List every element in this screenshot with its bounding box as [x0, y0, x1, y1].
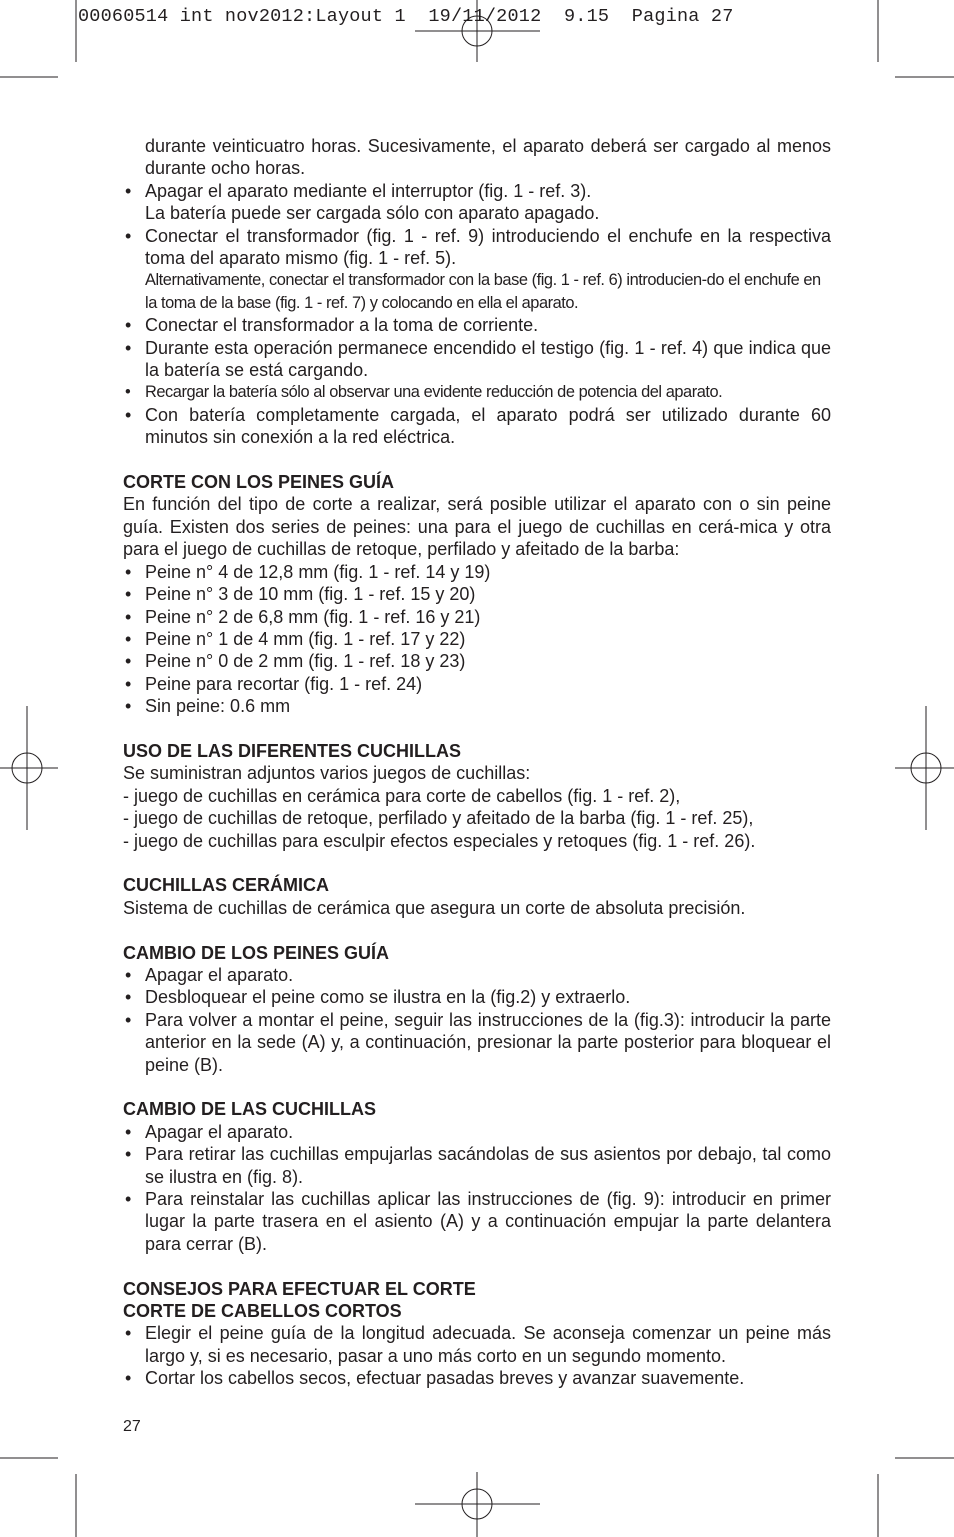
list-item: • Recargar la batería sólo al observar una evidente reducción de potencia del aparato. [123, 381, 831, 403]
list-item: • Peine n° 4 de 12,8 mm (fig. 1 - ref. 14 y 19) [123, 561, 831, 583]
list-item: • Conectar el transformador (fig. 1 - ref. 9) introduciendo el enchufe en la respectiva toma del aparato mismo (fig. 1 - ref. 5). [123, 225, 831, 270]
section-heading-cambio-peines: CAMBIO DE LOS PEINES GUÍA [123, 942, 390, 963]
print-slug-line: 00060514 int nov2012:Layout 1 19/11/2012 9.15 Pagina 27 [78, 6, 734, 27]
section-text-ceramica: Sistema de cuchillas de cerámica que asegura un corte de absoluta precisión. [123, 897, 746, 918]
list-item: • Peine n° 2 de 6,8 mm (fig. 1 - ref. 16 y 21) [123, 606, 831, 628]
section-heading-corte: CORTE CON LOS PEINES GUÍA [123, 472, 395, 493]
section-heading-cambio-cuchillas: CAMBIO DE LAS CUCHILLAS [123, 1099, 376, 1120]
list-item: • Peine n° 1 de 4 mm (fig. 1 - ref. 17 y 22) [123, 628, 831, 650]
comb-list [123, 561, 831, 718]
list-item: • Sin peine: 0.6 mm [123, 695, 831, 717]
list-item: • Con batería completamente cargada, el aparato podrá ser utilizado durante 60 minutos sin conexión a la red eléctrica. [123, 404, 831, 449]
list-item: • Cortar los cabellos secos, efectuar pasadas breves y avanzar suavemente. [123, 1367, 831, 1389]
list-item: • Peine n° 3 de 10 mm (fig. 1 - ref. 15 y 20) [123, 583, 831, 605]
list-item: • Peine n° 0 de 2 mm (fig. 1 - ref. 18 y 23) [123, 650, 831, 672]
section-text-corte: En función del tipo de corte a realizar, será posible utilizar el aparato con o sin peine guía. Existen dos series de peines: una para el juego de cuchillas en cerá-mica y otra para el juego de cuchillas de retoque, perfilado y afeitado de la barba: [123, 494, 831, 560]
list-item: - juego de cuchillas para esculpir efectos especiales y retoques (fig. 1 - ref. 26). [123, 830, 756, 851]
list-item: - juego de cuchillas de retoque, perfilado y afeitado de la barba (fig. 1 - ref. 25), [123, 808, 754, 829]
list-item: • Para retirar las cuchillas empujarlas sacándolas de sus asientos por debajo, tal como se ilustra en (fig. 8). [123, 1143, 831, 1188]
list-item-note: Alternativamente, conectar el transformador con la base (fig. 1 - ref. 6) introducien-do el enchufe en la toma de la base (fig. 1 - ref. 7) y colocando en ella el aparato. [145, 271, 821, 312]
list-item: • Para reinstalar las cuchillas aplicar las instrucciones de (fig. 9): introducir en primer lugar la parte trasera en el asiento (A) y a continuación empujar la parte delantera para cerrar (B). [123, 1188, 831, 1255]
list-item: • Elegir el peine guía de la longitud adecuada. Se aconseja comenzar un peine más largo y, si es necesario, pasar a uno más corto en un segundo momento. [123, 1322, 831, 1367]
section-heading-ceramica: CUCHILLAS CERÁMICA [123, 875, 329, 896]
list-item: • Peine para recortar (fig. 1 - ref. 24) [123, 673, 831, 695]
page-body [123, 135, 831, 1390]
page-number: 27 [123, 1418, 141, 1435]
section-subheading-cortos: CORTE DE CABELLOS CORTOS [123, 1301, 402, 1322]
section-heading-uso: USO DE LAS DIFERENTES CUCHILLAS [123, 740, 462, 761]
list-item: • Conectar el transformador a la toma de corriente. [123, 314, 831, 336]
list-item: • Durante esta operación permanece encendido el testigo (fig. 1 - ref. 4) que indica que la batería se está cargando. [123, 337, 831, 382]
section-heading-consejos: CONSEJOS PARA EFECTUAR EL CORTE [123, 1278, 476, 1299]
intro-continuation: durante veinticuatro horas. Sucesivamente, el aparato deberá ser cargado al menos durante ocho horas. [145, 136, 831, 179]
list-item: • Apagar el aparato. [123, 1121, 831, 1143]
section-text-uso: Se suministran adjuntos varios juegos de cuchillas: [123, 763, 531, 784]
list-item: - juego de cuchillas en cerámica para corte de cabellos (fig. 1 - ref. 2), [123, 785, 681, 806]
list-item: • Apagar el aparato mediante el interruptor (fig. 1 - ref. 3). La batería puede ser cargada sólo con aparato apagado. [123, 180, 831, 225]
list-item: • Para volver a montar el peine, seguir las instrucciones de la (fig.3): introducir la parte anterior en la sede (A) y, a continuación, presionar la parte posterior para bloquear el peine (B). [123, 1009, 831, 1076]
list-item: • Apagar el aparato. [123, 964, 831, 986]
list-item: • Desbloquear el peine como se ilustra en la (fig.2) y extraerlo. [123, 986, 831, 1008]
